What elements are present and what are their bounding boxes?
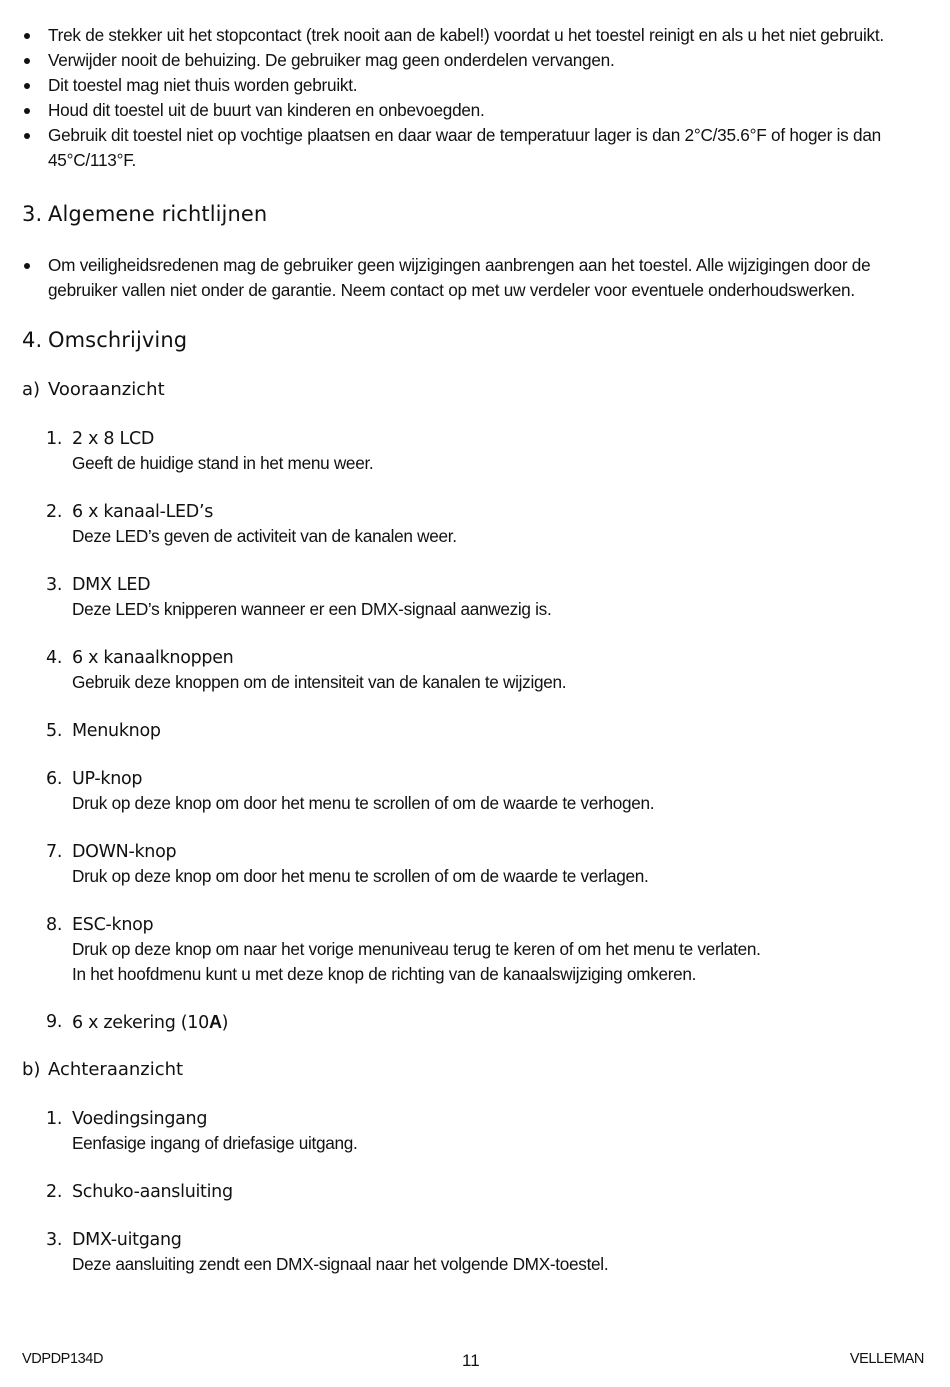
item-description [72,864,649,889]
description-line: Deze LED’s geven de activiteit van de kanalen weer. [72,526,457,546]
list-item: Gebruik dit toestel niet op vochtige plaatsen en daar waar de temperatuur lager is dan 2°C/35.6°F of hoger is dan 45°C/113°F. [0,123,950,173]
item-number: 7. [46,842,63,862]
item-title: DMX-uitgang [72,1230,182,1250]
item-title [72,1010,228,1035]
item-description [72,791,654,816]
item-number: 8. [46,915,63,935]
subheading-title: Vooraanzicht [48,379,165,400]
item-number: 2. [46,1182,63,1202]
footer-page-number: 11 [462,1351,480,1370]
list-item: Dit toestel mag niet thuis worden gebruikt. [0,73,950,98]
guidelines-bullet-list [0,253,950,303]
item-number: 3. [46,1230,63,1250]
description-line: Gebruik deze knoppen om de intensiteit van de kanalen te wijzigen. [72,672,567,692]
item-number: 1. [46,1109,63,1129]
item-number: 1. [46,429,63,449]
item-number: 9. [46,1012,63,1032]
subheading-letter: a) [22,379,41,400]
item-title: 2 x 8 LCD [72,429,155,449]
subheading-rear-view [22,1058,183,1082]
description-line: Druk op deze knop om door het menu te scrollen of om de waarde te verhogen. [72,793,655,813]
item-title: Menuknop [72,721,161,741]
item-number: 3. [46,575,63,595]
description-line: Druk op deze knop om door het menu te scrollen of om de waarde te verlagen. [72,866,649,886]
item-title: DMX LED [72,575,151,595]
item-title: Voedingsingang [72,1109,208,1129]
item-title: DOWN-knop [72,842,177,862]
item-title-unit: A [208,1012,222,1032]
description-line: In het hoofdmenu kunt u met deze knop de richting van de kanaalswijziging omkeren. [72,963,697,984]
description-line: Deze aansluiting zendt een DMX-signaal naar het volgende DMX-toestel. [72,1254,609,1274]
item-title: UP-knop [72,769,143,789]
list-item: Verwijder nooit de behuizing. De gebruiker mag geen onderdelen vervangen. [0,48,950,73]
list-item: Trek de stekker uit het stopcontact (trek nooit aan de kabel!) voordat u het toestel reinigt en als u het niet gebruikt. [0,23,950,48]
item-title: ESC-knop [72,915,154,935]
list-item: Om veiligheidsredenen mag de gebruiker geen wijzigingen aanbrengen aan het toestel. Alle wijzigingen door de gebruiker vallen niet onder de garantie. Neem contact op met uw verdeler voor eventuele onderhoudswerken. [0,253,950,303]
item-title-text: 6 x zekering (10 [72,1013,209,1033]
item-number: 4. [46,648,63,668]
item-number: 5. [46,721,63,741]
footer-brand: VELLEMAN [849,1351,924,1367]
safety-bullet-list [0,23,950,173]
item-description [72,1252,608,1277]
section-heading-general-guidelines [22,201,267,227]
section-title: Algemene richtlijnen [48,202,268,226]
item-description [72,597,551,622]
item-title: 6 x kanaal-LED’s [72,502,214,522]
list-item: Houd dit toestel uit de buurt van kinderen en onbevoegden. [0,98,950,123]
description-line: Eenfasige ingang of driefasige uitgang. [72,1133,358,1153]
item-description [72,1131,357,1156]
section-number: 4. [22,328,43,352]
item-description [72,451,373,476]
description-line: Geeft de huidige stand in het menu weer. [72,453,374,473]
item-description [72,937,761,986]
description-line: Druk op deze knop om naar het vorige menuniveau terug te keren of om het menu te verlaten. [72,939,761,959]
section-heading-description [22,327,187,353]
subheading-front-view [22,378,165,402]
item-number: 6. [46,769,63,789]
item-description [72,670,566,695]
item-title: Schuko-aansluiting [72,1182,233,1202]
description-line: Deze LED’s knipperen wanneer er een DMX-signaal aanwezig is. [72,599,552,619]
subheading-title: Achteraanzicht [48,1059,184,1080]
subheading-letter: b) [22,1059,41,1080]
section-number: 3. [22,202,43,226]
footer-model: VDPDP134D [22,1351,104,1367]
item-title: 6 x kanaalknoppen [72,648,234,668]
item-title-end: ) [221,1013,229,1033]
item-number: 2. [46,502,63,522]
section-title: Omschrijving [48,328,188,352]
item-description [72,524,457,549]
